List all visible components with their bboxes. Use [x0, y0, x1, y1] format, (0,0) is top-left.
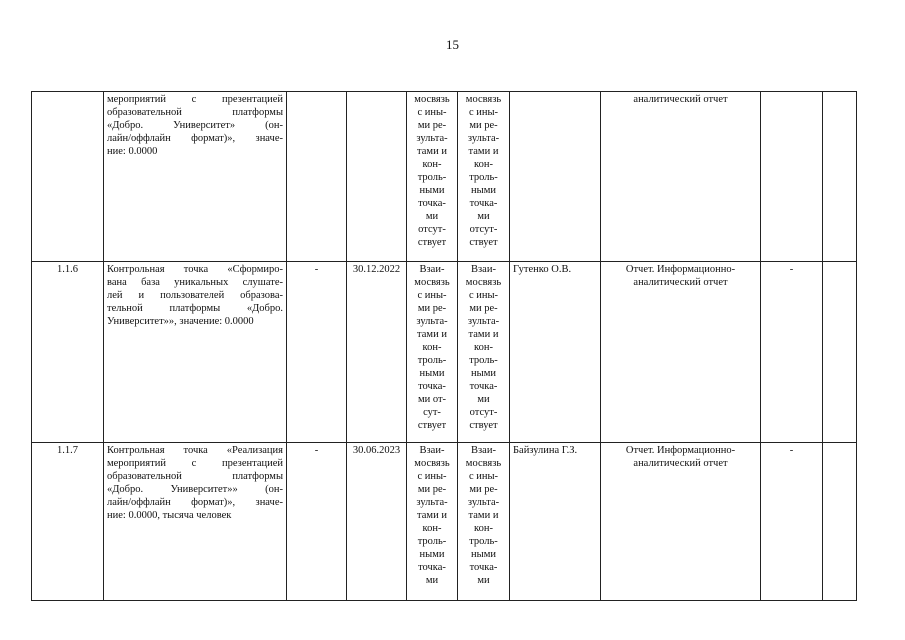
relation-cell-1-line: тами и [417, 329, 447, 340]
relation-cell-1-line: троль- [417, 355, 447, 366]
document-type-cell-line: аналитический отчет [633, 277, 728, 288]
relation-cell-2-line: отсут- [469, 224, 498, 235]
item-name-cell-line: Контрольная точка «Сформиро- [107, 264, 283, 275]
relation-cell-2-line: троль- [469, 172, 498, 183]
document-type-cell-line: аналитический отчет [633, 94, 728, 105]
relation-cell-2-line: ствует [469, 237, 498, 248]
item-number-cell: 1.1.6 [32, 262, 104, 443]
relation-cell-2-line: ми [477, 394, 490, 405]
table-row [32, 443, 857, 601]
relation-cell-2-line: тами и [468, 146, 499, 157]
item-name-cell-line: образовательной платформы [107, 107, 283, 118]
responsible-cell [510, 92, 601, 262]
relation-cell-2-line: тами и [468, 329, 499, 340]
relation-cell-1-line: отсут- [418, 224, 446, 235]
extra-cell [823, 262, 857, 443]
item-name-cell-line: Контрольная точка «Реализация [107, 445, 283, 456]
relation-cell-1-line: точка- [418, 198, 446, 209]
relation-cell-1-line: ми от- [417, 394, 447, 405]
item-name-cell-line: ние: 0.0000, тысяча человек [107, 510, 232, 521]
item-name-cell-line: вана база уникальных слушате- [107, 277, 283, 288]
relation-cell-1-line: зульта- [416, 316, 448, 327]
relation-cell-1-line: тами и [417, 510, 447, 521]
responsible-cell: Гутенко О.В. [510, 262, 601, 443]
document-type-cell [601, 92, 761, 262]
relation-cell-2-line: Взаи- [471, 264, 496, 275]
relation-cell-2-line: ными [471, 368, 496, 379]
relation-cell-1 [407, 262, 458, 443]
relation-cell-1-line: кон- [422, 342, 442, 353]
item-name-cell [104, 262, 287, 443]
relation-cell-1-line: зульта- [416, 133, 448, 144]
relation-cell-1-line: ми ре- [417, 484, 447, 495]
relation-cell-2-line: отсут- [469, 407, 498, 418]
relation-cell-2-line: мосвязь [465, 277, 502, 288]
relation-cell-2-line: кон- [474, 523, 493, 534]
relation-cell-2-line: кон- [474, 159, 493, 170]
relation-cell-1-line: мосвязь [414, 277, 450, 288]
due-date-cell [347, 92, 407, 262]
item-number-cell: 1.1.7 [32, 443, 104, 601]
relation-cell-2-line: точка- [469, 381, 498, 392]
relation-cell-2-line: с ины- [468, 290, 499, 301]
relation-cell-1-line: зульта- [416, 497, 448, 508]
relation-cell-2-line: ствует [469, 420, 498, 431]
relation-cell-1-line: троль- [417, 536, 447, 547]
relation-cell-1-line: тами и [417, 146, 447, 157]
relation-cell-1-line: сут- [423, 407, 441, 418]
relation-cell-1-line: с ины- [417, 290, 447, 301]
due-date-cell: 30.12.2022 [347, 262, 407, 443]
document-type-cell-line: Отчет. Информационно- [625, 445, 736, 456]
relation-cell-1-line: с ины- [417, 471, 447, 482]
relation-cell-2-line: ми [477, 211, 490, 222]
item-name-cell-line: образовательной платформы [107, 471, 283, 482]
relation-cell-1-line: точка- [418, 381, 446, 392]
relation-cell-2-line: ными [471, 185, 496, 196]
relation-cell-1-line: с ины- [417, 107, 447, 118]
table-row [32, 92, 857, 262]
relation-cell-1-line: ствует [417, 420, 447, 431]
relation-cell-1-line: ми ре- [417, 303, 447, 314]
relation-cell-2-line: зульта- [467, 316, 500, 327]
relation-cell-1-line: Взаи- [419, 264, 445, 275]
due-date-cell: 30.06.2023 [347, 443, 407, 601]
item-number-cell [32, 92, 104, 262]
document-type-cell-line: аналитический отчет [633, 458, 728, 469]
relation-cell-1-line: ми [425, 575, 439, 586]
relation-cell-1-line: точка- [418, 562, 446, 573]
relation-cell-2-line: троль- [469, 536, 498, 547]
relation-cell-2-line: ми ре- [469, 303, 498, 314]
relation-cell-2-line: ми ре- [469, 120, 498, 131]
extra-cell [823, 92, 857, 262]
relation-cell-2 [458, 262, 510, 443]
relation-cell-2-line: с ины- [468, 107, 499, 118]
item-name-cell-line: «Добро. Университет» (он- [107, 120, 283, 131]
document-type-cell-line: Отчет. Информационно- [625, 264, 736, 275]
table-row [32, 262, 857, 443]
item-name-cell-line: «Добро. Университет»» (он- [107, 484, 283, 495]
relation-cell-1-line: ными [419, 549, 445, 560]
relation-cell-1-line: Взаи- [419, 445, 445, 456]
item-name-cell [104, 92, 287, 262]
item-name-cell-line: лайн/оффлайн формат)», значе- [107, 133, 283, 144]
relation-cell-2-line: мосвязь [465, 94, 502, 105]
item-name-cell-line: мероприятий с презентацией [107, 458, 283, 469]
relation-cell-1-line: троль- [417, 172, 447, 183]
base-value-cell: - [287, 262, 347, 443]
document-type-cell [601, 262, 761, 443]
extra-cell [823, 443, 857, 601]
relation-cell-1 [407, 443, 458, 601]
item-name-cell-line: ние: 0.0000 [107, 146, 158, 157]
item-name-cell-line: мероприятий с презентацией [107, 94, 283, 105]
relation-cell-1 [407, 92, 458, 262]
relation-cell-1-line: ными [419, 185, 445, 196]
responsible-cell: Байзулина Г.З. [510, 443, 601, 601]
relation-cell-2-line: ми [477, 575, 490, 586]
item-name-cell-line: Университет»», значение: 0.0000 [107, 316, 254, 327]
relation-cell-2-line: точка- [469, 198, 498, 209]
item-name-cell [104, 443, 287, 601]
relation-cell-2-line: ными [471, 549, 496, 560]
relation-cell-1-line: ствует [417, 237, 447, 248]
relation-cell-1-line: кон- [422, 523, 442, 534]
relation-cell-1-line: ными [419, 368, 445, 379]
relation-cell-2-line: тами и [468, 510, 499, 521]
page-number: 15 [446, 37, 459, 52]
info-system-cell: - [761, 443, 823, 601]
relation-cell-2-line: мосвязь [465, 458, 502, 469]
info-system-cell: - [761, 262, 823, 443]
item-name-cell-line: лей и пользователей образова- [107, 290, 283, 301]
relation-cell-2-line: ми ре- [469, 484, 498, 495]
base-value-cell [287, 92, 347, 262]
relation-cell-2-line: зульта- [467, 133, 500, 144]
item-name-cell-line: лайн/оффлайн формат)», значе- [107, 497, 283, 508]
control-points-table [31, 91, 857, 601]
relation-cell-2-line: с ины- [468, 471, 499, 482]
document-type-cell [601, 443, 761, 601]
relation-cell-1-line: ми [425, 211, 439, 222]
relation-cell-2-line: зульта- [467, 497, 500, 508]
relation-cell-1-line: мосвязь [414, 94, 450, 105]
relation-cell-2-line: троль- [469, 355, 498, 366]
relation-cell-1-line: мосвязь [414, 458, 450, 469]
item-name-cell-line: тельной платформы «Добро. [107, 303, 283, 314]
relation-cell-2-line: Взаи- [471, 445, 496, 456]
relation-cell-2-line: кон- [474, 342, 493, 353]
relation-cell-2 [458, 92, 510, 262]
relation-cell-1-line: кон- [422, 159, 442, 170]
relation-cell-1-line: ми ре- [417, 120, 447, 131]
info-system-cell [761, 92, 823, 262]
relation-cell-2-line: точка- [469, 562, 498, 573]
base-value-cell: - [287, 443, 347, 601]
relation-cell-2 [458, 443, 510, 601]
